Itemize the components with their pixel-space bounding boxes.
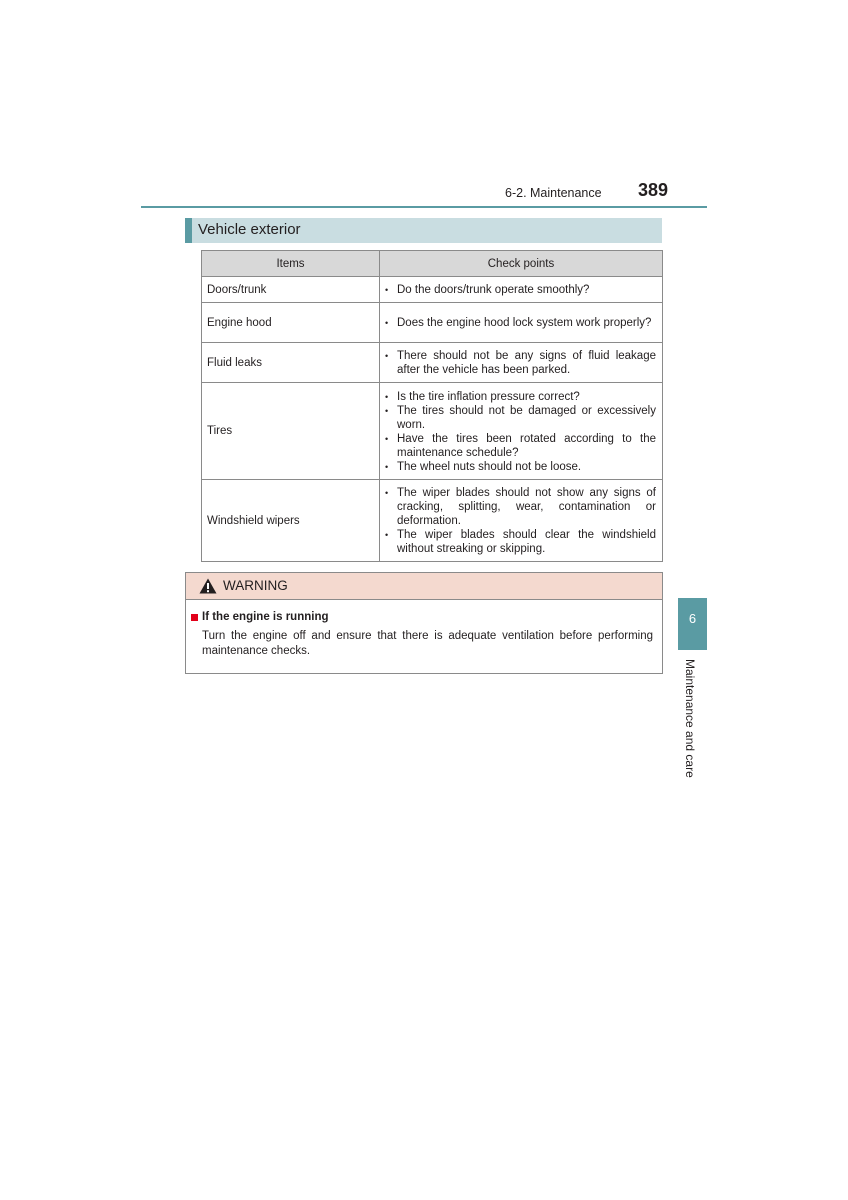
table-row [202,480,663,562]
chapter-tab [678,598,707,650]
table-cell-item: Engine hood [202,303,380,343]
table-cell-points [380,383,663,480]
table-cell-item: Fluid leaks [202,343,380,383]
table-cell-points [380,303,663,343]
table-cell-points [380,343,663,383]
warning-box [185,572,663,674]
table-row [202,383,663,480]
table-cell-item: Tires [202,383,380,480]
warning-label: WARNING [223,578,288,593]
check-point: • The wheel nuts should not be loose. [384,460,656,474]
table-cell-item: Doors/trunk [202,277,380,303]
column-header-check-points: Check points [380,251,663,277]
check-point: • The wiper blades should not show any signs of cracking, splitting, wear, contamination or deformation. [384,486,656,528]
check-table [201,250,663,562]
warning-header [186,573,662,600]
table-row [202,343,663,383]
warning-text: Turn the engine off and ensure that there is adequate ventilation before performing maintenance checks. [202,630,653,657]
warning-subheading: If the engine is running [202,611,329,623]
check-point: • There should not be any signs of fluid leakage after the vehicle has been parked. [384,349,656,377]
section-title-bar [185,218,662,243]
chapter-number: 6 [688,611,697,626]
check-point: • Is the tire inflation pressure correct? [384,390,656,404]
table-cell-points [380,480,663,562]
chapter-title: Maintenance and care [683,659,697,778]
check-point-list [384,486,656,556]
warning-triangle-icon [199,578,217,594]
check-point: • The tires should not be damaged or excessively worn. [384,404,656,432]
table-cell-points [380,277,663,303]
header-rule [141,206,707,208]
check-point: • Does the engine hood lock system work properly? [384,316,656,330]
table-cell-item: Windshield wipers [202,480,380,562]
header-section: 6-2. Maintenance [505,186,602,200]
check-point-list [384,316,656,330]
table-row [202,277,663,303]
check-point: • The wiper blades should clear the windshield without streaking or skipping. [384,528,656,556]
check-point: • Have the tires been rotated according to the maintenance schedule? [384,432,656,460]
check-point-list [384,283,656,297]
section-title: Vehicle exterior [198,221,301,238]
page-number: 389 [638,180,669,200]
table-row [202,303,663,343]
check-point: • Do the doors/trunk operate smoothly? [384,283,656,297]
table-header-row [202,251,663,277]
red-square-marker [191,614,198,621]
column-header-items: Items [202,251,380,277]
check-point-list [384,390,656,474]
check-point-list [384,349,656,377]
